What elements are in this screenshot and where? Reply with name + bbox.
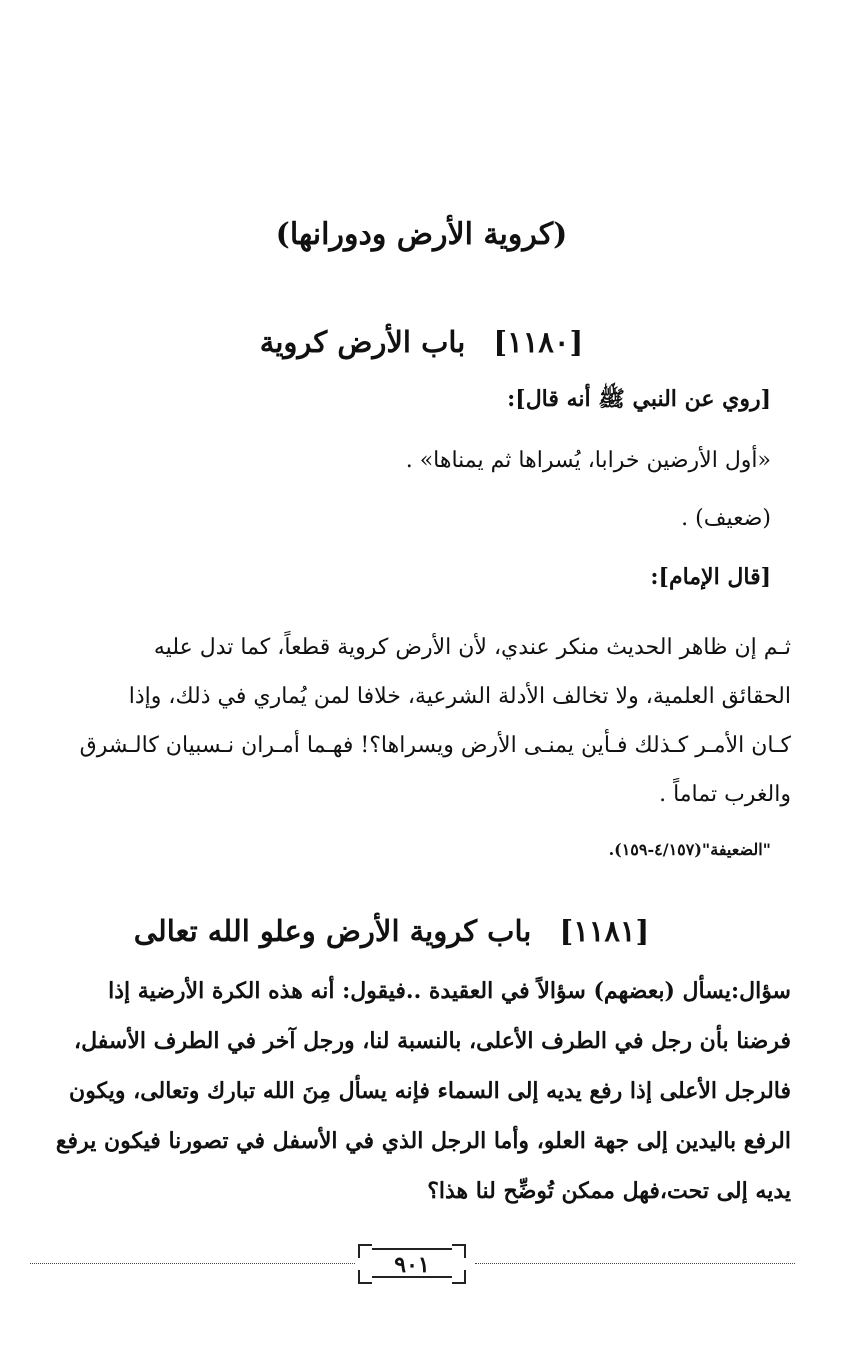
chapter-heading-1180 [0,318,843,366]
imam-intro: [قال الإمام]: [650,564,771,590]
question-line: يديه إلى تحت،فهل ممكن تُوضِّح لنا هذا؟ [427,1178,791,1204]
commentary-line: كـان الأمـر كـذلك فـأين يمنـى الأرض ويسراها؟! فهـما أمـران نـسبيان كالـشرق [79,733,791,758]
narration-intro: [روي عن النبي ﷺ أنه قال]: [507,386,771,412]
footer-divider [30,1263,355,1264]
question-line: فالرجل الأعلى إذا رفع يديه إلى السماء فإنه يسأل مِنَ الله تبارك وتعالى، ويكون [69,1078,791,1104]
chapter-number: [١١٨١] [559,914,650,948]
commentary-line: الحقائق العلمية، ولا تخالف الأدلة الشرعية، خلافا لمن يُماري في ذلك، وإذا [128,684,791,709]
source-reference: "الضعيفة"(٤/١٥٧-١٥٩). [608,840,771,859]
commentary-line: والغرب تماماً . [659,782,791,807]
page-number: ٩٠١ [394,1252,430,1278]
chapter-title: باب الأرض كروية [259,325,466,359]
question-line: الرفع باليدين إلى جهة العلو، وأما الرجل الذي في الأسفل في تصورنا فيكون يرفع [55,1128,791,1154]
commentary-line: ثـم إن ظاهر الحديث منكر عندي، لأن الأرض كروية قطعاً، كما تدل عليه [153,635,791,660]
footer-divider [475,1263,795,1264]
main-title: (كروية الأرض ودورانها) [275,217,568,252]
page-number-frame [358,1244,466,1284]
question-line: فرضنا بأن رجل في الطرف الأعلى، بالنسبة لنا، ورجل آخر في الطرف الأسفل، [74,1028,791,1054]
question-line: سؤال:يسأل (بعضهم) سؤالاً في العقيدة ..فيقول: أنه هذه الكرة الأرضية إذا [108,978,791,1004]
chapter-number: [١١٨٠] [493,325,584,359]
hadith-text: «أول الأرضين خرابا، يُسراها ثم يمناها» . [405,448,771,473]
chapter-heading-1181 [0,907,843,955]
chapter-title: باب كروية الأرض وعلو الله تعالى [133,914,532,948]
hadith-grade: (ضعيف) . [681,506,771,531]
